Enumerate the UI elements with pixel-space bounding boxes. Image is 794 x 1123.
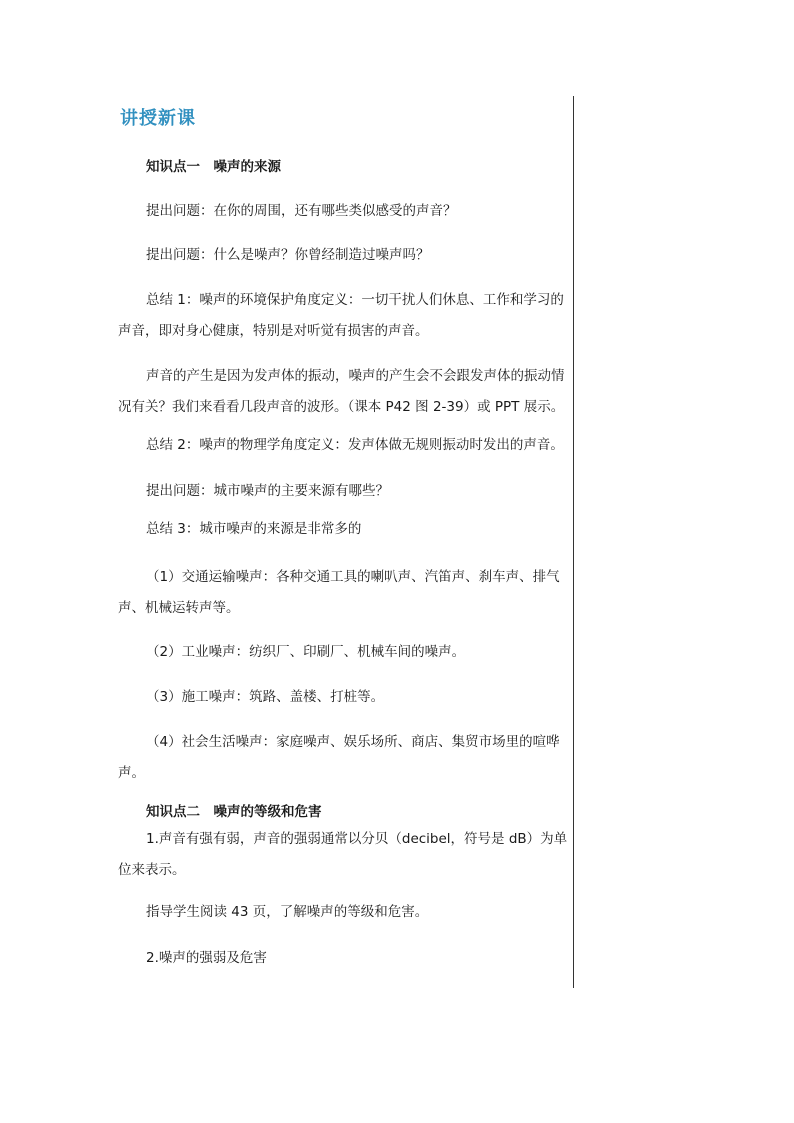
list-item-3: （3）施工噪声：筑路、盖楼、打桩等。 [146,689,385,705]
question-1: 提出问题：在你的周围，还有哪些类似感受的声音？ [146,203,457,219]
summary-2: 总结 2：噪声的物理学角度定义：发声体做无规则振动时发出的声音。 [146,437,564,453]
question-3: 提出问题：城市噪声的主要来源有哪些？ [146,483,389,499]
list-item-1: （1）交通运输噪声：各种交通工具的喇叭声、汽笛声、刹车声、排气声、机械运转声等。 [118,569,560,616]
decibel-paragraph: 1.声音有强有弱，声音的强弱通常以分贝（decibel，符号是 dB）为单位来表示。 [118,831,568,878]
margin-divider-line [573,96,574,988]
paragraph-waveforms: 声音的产生是因为发声体的振动，噪声的产生会不会跟发声体的振动情况有关？我们来看看几段声音的波形。（课本 P42 图 2-39）或 PPT 展示。 [118,368,565,415]
reading-guidance: 指导学生阅读 43 页，了解噪声的等级和危害。 [146,904,429,920]
list-item-2: （2）工业噪声：纺织厂、印刷厂、机械车间的噪声。 [146,644,466,660]
summary-1: 总结 1：噪声的环境保护角度定义：一切干扰人们休息、工作和学习的声音，即对身心健康，特别是对听觉有损害的声音。 [118,292,564,339]
section-title: 讲授新课 [120,108,196,129]
knowledge-point-1-heading: 知识点一 噪声的来源 [146,159,281,175]
summary-3: 总结 3：城市噪声的来源是非常多的 [146,521,362,537]
question-2: 提出问题：什么是噪声？你曾经制造过噪声吗？ [146,247,430,263]
noise-levels-heading: 2.噪声的强弱及危害 [146,950,267,966]
knowledge-point-2-heading: 知识点二 噪声的等级和危害 [146,804,322,820]
list-item-4: （4）社会生活噪声：家庭噪声、娱乐场所、商店、集贸市场里的喧哗声。 [118,734,560,781]
